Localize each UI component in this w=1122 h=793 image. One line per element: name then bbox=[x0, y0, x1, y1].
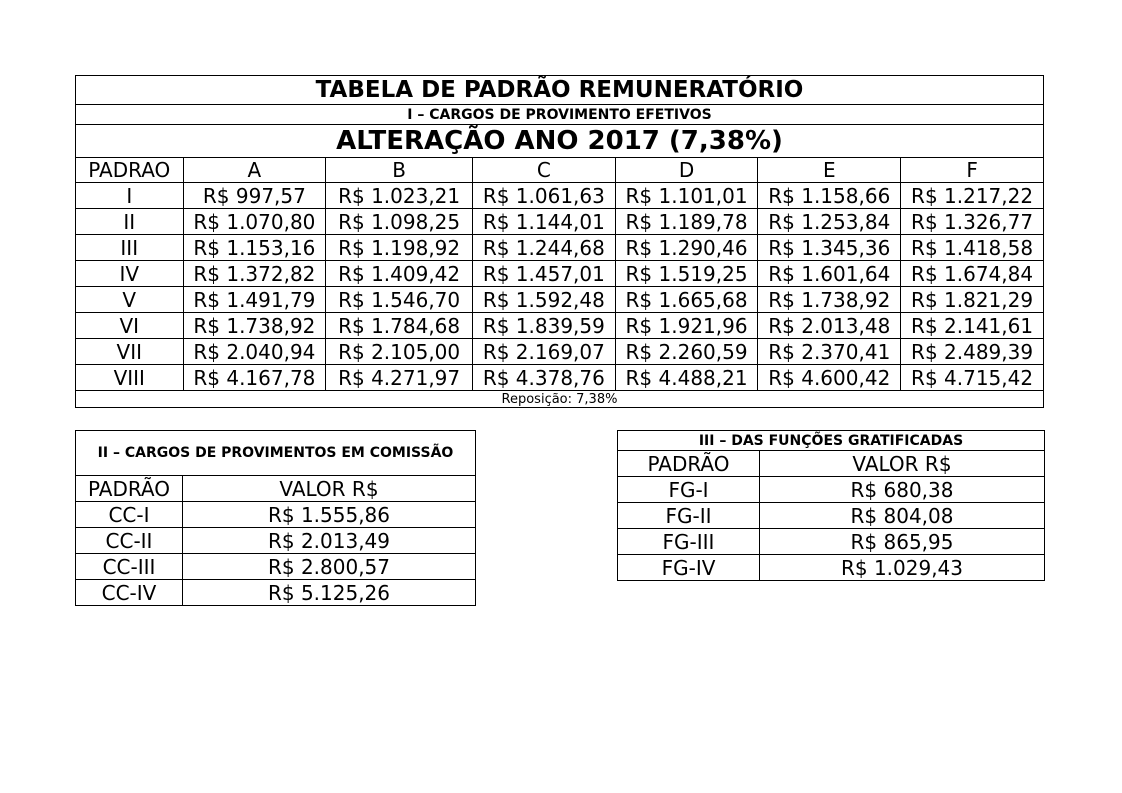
value-cell: R$ 1.418,58 bbox=[901, 235, 1044, 261]
column-header: A bbox=[183, 158, 326, 183]
value-cell: R$ 1.253,84 bbox=[758, 209, 901, 235]
row-label-cell: VII bbox=[76, 339, 184, 365]
row-label-cell: III bbox=[76, 235, 184, 261]
value-cell: R$ 1.674,84 bbox=[901, 261, 1044, 287]
value-cell: R$ 2.800,57 bbox=[183, 554, 476, 580]
value-cell: R$ 2.260,59 bbox=[615, 339, 758, 365]
row-label-cell: FG-II bbox=[618, 503, 760, 529]
table-row bbox=[76, 580, 476, 606]
commission-table bbox=[75, 430, 476, 606]
value-cell: R$ 1.158,66 bbox=[758, 183, 901, 209]
table-row bbox=[76, 339, 1044, 365]
salary-table-effective bbox=[75, 75, 1044, 408]
value-cell: R$ 1.601,64 bbox=[758, 261, 901, 287]
reposition-note: Reposição: 7,38% bbox=[76, 391, 1044, 408]
value-cell: R$ 1.153,16 bbox=[183, 235, 326, 261]
column-header: B bbox=[326, 158, 473, 183]
table-row bbox=[618, 503, 1045, 529]
value-cell: R$ 1.189,78 bbox=[615, 209, 758, 235]
value-cell: R$ 1.345,36 bbox=[758, 235, 901, 261]
value-cell: R$ 1.784,68 bbox=[326, 313, 473, 339]
row-label-cell: CC-I bbox=[76, 502, 183, 528]
value-cell: R$ 1.839,59 bbox=[472, 313, 615, 339]
table-row bbox=[76, 235, 1044, 261]
column-header: VALOR R$ bbox=[183, 476, 476, 502]
value-cell: R$ 1.738,92 bbox=[183, 313, 326, 339]
table-row bbox=[76, 313, 1044, 339]
value-cell: R$ 1.491,79 bbox=[183, 287, 326, 313]
value-cell: R$ 1.821,29 bbox=[901, 287, 1044, 313]
value-cell: R$ 1.144,01 bbox=[472, 209, 615, 235]
value-cell: R$ 1.592,48 bbox=[472, 287, 615, 313]
value-cell: R$ 1.198,92 bbox=[326, 235, 473, 261]
column-header: E bbox=[758, 158, 901, 183]
column-header: D bbox=[615, 158, 758, 183]
value-cell: R$ 1.023,21 bbox=[326, 183, 473, 209]
header-row bbox=[76, 158, 1044, 183]
table-row bbox=[76, 287, 1044, 313]
column-header: VALOR R$ bbox=[760, 451, 1045, 477]
row-label-cell: FG-III bbox=[618, 529, 760, 555]
row-label-cell: I bbox=[76, 183, 184, 209]
value-cell: R$ 4.167,78 bbox=[183, 365, 326, 391]
table-row bbox=[618, 477, 1045, 503]
table-row bbox=[76, 528, 476, 554]
value-cell: R$ 1.098,25 bbox=[326, 209, 473, 235]
table-row bbox=[76, 365, 1044, 391]
row-label-cell: CC-II bbox=[76, 528, 183, 554]
column-header: C bbox=[472, 158, 615, 183]
table-row bbox=[76, 261, 1044, 287]
row-label-cell: VI bbox=[76, 313, 184, 339]
value-cell: R$ 1.665,68 bbox=[615, 287, 758, 313]
value-cell: R$ 1.921,96 bbox=[615, 313, 758, 339]
table-row bbox=[76, 502, 476, 528]
value-cell: R$ 2.040,94 bbox=[183, 339, 326, 365]
value-cell: R$ 2.141,61 bbox=[901, 313, 1044, 339]
value-cell: R$ 865,95 bbox=[760, 529, 1045, 555]
value-cell: R$ 1.029,43 bbox=[760, 555, 1045, 581]
section-title: III – DAS FUNÇÕES GRATIFICADAS bbox=[618, 431, 1045, 451]
value-cell: R$ 2.370,41 bbox=[758, 339, 901, 365]
value-cell: R$ 2.013,48 bbox=[758, 313, 901, 339]
value-cell: R$ 1.101,01 bbox=[615, 183, 758, 209]
value-cell: R$ 804,08 bbox=[760, 503, 1045, 529]
value-cell: R$ 680,38 bbox=[760, 477, 1045, 503]
value-cell: R$ 5.125,26 bbox=[183, 580, 476, 606]
table-row bbox=[618, 529, 1045, 555]
table-row bbox=[76, 209, 1044, 235]
value-cell: R$ 4.271,97 bbox=[326, 365, 473, 391]
value-cell: R$ 1.217,22 bbox=[901, 183, 1044, 209]
value-cell: R$ 1.409,42 bbox=[326, 261, 473, 287]
value-cell: R$ 1.070,80 bbox=[183, 209, 326, 235]
header-row bbox=[76, 476, 476, 502]
column-header: PADRÃO bbox=[76, 476, 183, 502]
value-cell: R$ 2.489,39 bbox=[901, 339, 1044, 365]
value-cell: R$ 1.290,46 bbox=[615, 235, 758, 261]
value-cell: R$ 1.061,63 bbox=[472, 183, 615, 209]
table-row bbox=[618, 555, 1045, 581]
value-cell: R$ 1.457,01 bbox=[472, 261, 615, 287]
row-label-cell: CC-III bbox=[76, 554, 183, 580]
value-cell: R$ 4.488,21 bbox=[615, 365, 758, 391]
table-row bbox=[76, 554, 476, 580]
column-header: F bbox=[901, 158, 1044, 183]
header-row bbox=[618, 451, 1045, 477]
value-cell: R$ 2.013,49 bbox=[183, 528, 476, 554]
value-cell: R$ 997,57 bbox=[183, 183, 326, 209]
value-cell: R$ 4.600,42 bbox=[758, 365, 901, 391]
value-cell: R$ 1.738,92 bbox=[758, 287, 901, 313]
table-row bbox=[76, 183, 1044, 209]
row-label-cell: FG-IV bbox=[618, 555, 760, 581]
value-cell: R$ 1.555,86 bbox=[183, 502, 476, 528]
value-cell: R$ 1.372,82 bbox=[183, 261, 326, 287]
value-cell: R$ 1.546,70 bbox=[326, 287, 473, 313]
row-label-cell: V bbox=[76, 287, 184, 313]
value-cell: R$ 4.715,42 bbox=[901, 365, 1044, 391]
value-cell: R$ 2.105,00 bbox=[326, 339, 473, 365]
column-header: PADRAO bbox=[76, 158, 184, 183]
alteration-heading: ALTERAÇÃO ANO 2017 (7,38%) bbox=[76, 125, 1044, 158]
column-header: PADRÃO bbox=[618, 451, 760, 477]
value-cell: R$ 4.378,76 bbox=[472, 365, 615, 391]
value-cell: R$ 1.244,68 bbox=[472, 235, 615, 261]
section-title: I – CARGOS DE PROVIMENTO EFETIVOS bbox=[76, 105, 1044, 125]
section-title: II – CARGOS DE PROVIMENTOS EM COMISSÃO bbox=[76, 431, 476, 476]
row-label-cell: II bbox=[76, 209, 184, 235]
table-title: TABELA DE PADRÃO REMUNERATÓRIO bbox=[76, 76, 1044, 105]
row-label-cell: FG-I bbox=[618, 477, 760, 503]
row-label-cell: CC-IV bbox=[76, 580, 183, 606]
row-label-cell: VIII bbox=[76, 365, 184, 391]
value-cell: R$ 1.326,77 bbox=[901, 209, 1044, 235]
functions-table bbox=[617, 430, 1045, 581]
row-label-cell: IV bbox=[76, 261, 184, 287]
value-cell: R$ 1.519,25 bbox=[615, 261, 758, 287]
value-cell: R$ 2.169,07 bbox=[472, 339, 615, 365]
